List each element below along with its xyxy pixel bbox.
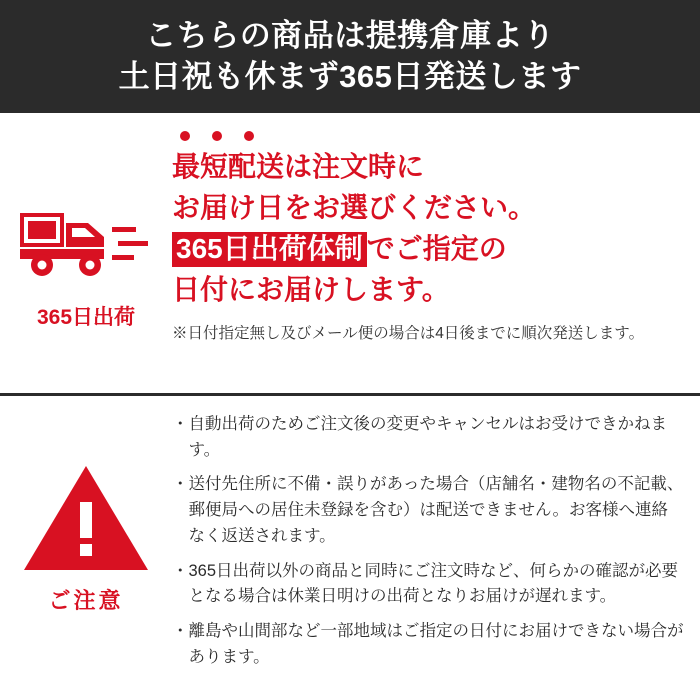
shipping-headline-2: お届け日をお選びください。 — [172, 191, 537, 223]
shipping-text-block — [172, 121, 700, 393]
shipping-section — [0, 113, 700, 396]
list-item — [172, 559, 684, 610]
bullet-mark: ・ — [172, 622, 189, 641]
delivery-truck-icon — [16, 197, 156, 289]
truck-label: 365日出荷 — [36, 306, 136, 329]
list-item — [172, 619, 684, 670]
dot-1 — [180, 131, 190, 141]
caution-label: ご注意 — [48, 588, 124, 613]
shipping-headline-4: 日付にお届けします。 — [172, 273, 450, 305]
caution-list — [172, 410, 690, 692]
shipping-highlight: 365日出荷体制 — [172, 232, 367, 267]
list-item-text: 送付先住所に不備・誤りがあった場合（店舗名・建物名の不記載、郵便局への居住未登録を含む）は配送できません。お客様へ連絡なく返送されます。 — [188, 475, 684, 545]
dot-3 — [244, 131, 254, 141]
list-item-text: 365日出荷以外の商品と同時にご注文時など、何らかの確認が必要となる場合は休業日明けの出荷となりお届けが遅れます。 — [188, 561, 679, 606]
caution-section — [0, 396, 700, 700]
decorative-dots — [180, 131, 686, 141]
shipping-headline-3-rest: でご指定の — [366, 232, 507, 264]
banner-header — [0, 0, 700, 113]
header-line-1: こちらの商品は提携倉庫より — [145, 17, 555, 53]
list-item — [172, 412, 684, 463]
shipping-note: ※日付指定無し及びメール便の場合は4日後までに順次発送します。 — [172, 324, 645, 342]
list-item — [172, 472, 684, 549]
shipping-headline-3 — [172, 229, 686, 270]
shipping-icon-block — [0, 121, 172, 393]
bullet-mark: ・ — [172, 561, 189, 580]
bullet-mark: ・ — [172, 415, 189, 433]
warning-triangle-icon — [22, 462, 150, 574]
list-item-text: 自動出荷のためご注文後の変更やキャンセルはお受けできかねます。 — [188, 415, 667, 459]
shipping-headline-1: 最短配送は注文時に — [172, 151, 425, 182]
list-item-text: 離島や山間部など一部地域はご指定の日付にお届けできない場合があります。 — [188, 622, 684, 666]
header-line-2: 土日祝も休まず365日発送します — [118, 58, 582, 94]
bullet-mark: ・ — [172, 475, 189, 494]
dot-2 — [212, 131, 222, 141]
caution-icon-block — [0, 410, 172, 692]
